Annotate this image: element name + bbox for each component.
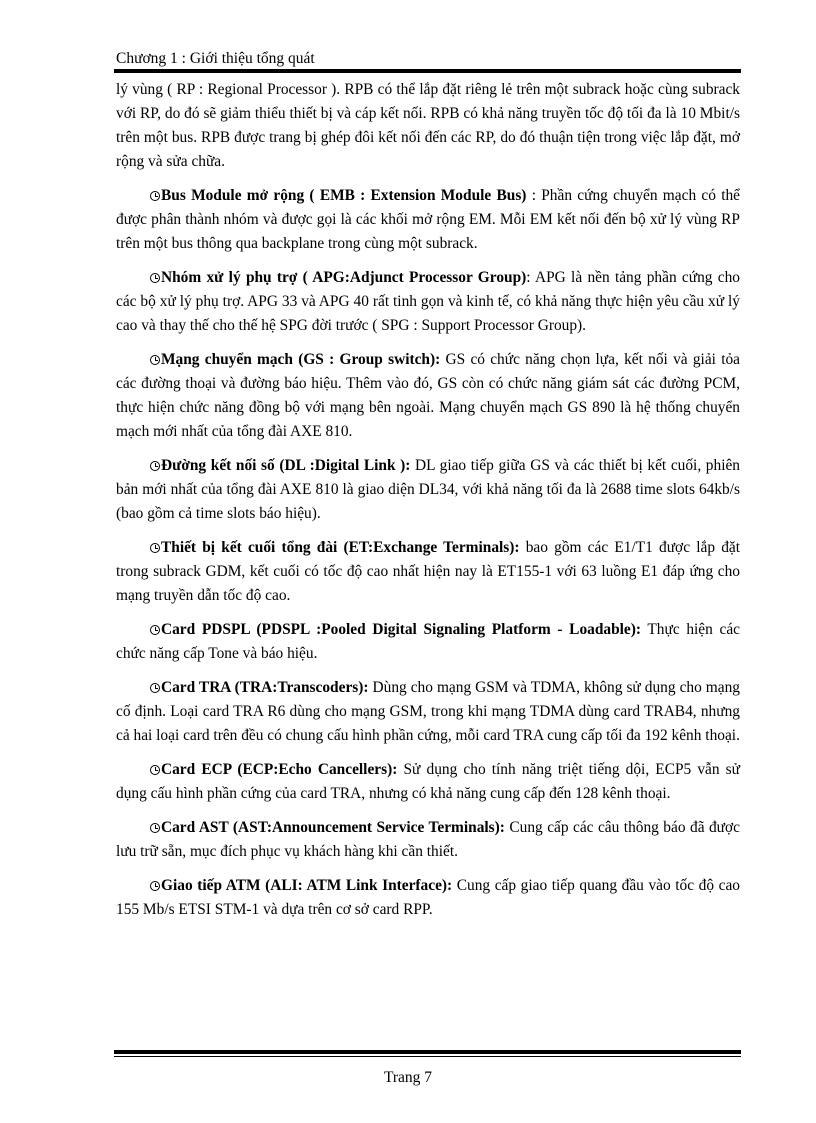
- section-paragraph: [116, 454, 740, 526]
- section-text: Sử dụng cho tính năng triệt tiếng dội, ECP5 vẫn sử dụng cấu hình phần cứng của card TRA, nhưng có khả năng cung cấp đến 128 kênh thoại.: [116, 761, 741, 802]
- section-text: GS có chức năng chọn lựa, kết nối và giải tỏa các đường thoại và đường báo hiệu. Thêm vào đó, GS còn có chức năng giám sát các đường PCM, thực hiện chức năng đồng bộ với mạng bên ngoài. Mạng chuyển mạch GS 890 là hệ thống chuyển mạch mới nhất của tổng đài AXE 810.: [116, 351, 741, 440]
- section-heading: Nhóm xử lý phụ trợ ( APG:Adjunct Processor Group): [161, 269, 527, 286]
- clock-icon: [150, 765, 160, 775]
- section-paragraph: [116, 536, 740, 608]
- section-heading: Mạng chuyển mạch (GS : Group switch):: [161, 351, 441, 368]
- section-heading: Card ECP (ECP:Echo Cancellers):: [161, 761, 398, 778]
- section-text: Dùng cho mạng GSM và TDMA, không sử dụng cho mạng cố định. Loại card TRA R6 dùng cho mạng GSM, trong khi mạng TDMA dùng card TRAB4, nhưng cả hai loại card trên đều có chung cấu hình phần cứng, mỗi card TRA cung cấp tối đa 192 kênh thoại.: [116, 679, 740, 744]
- section-paragraph: [116, 618, 740, 666]
- clock-icon: [150, 625, 160, 635]
- section-text: Cung cấp các câu thông báo đã được lưu trữ sẵn, mục đích phục vụ khách hàng khi cần thiết.: [116, 819, 740, 860]
- footer-divider-thin: [114, 1056, 741, 1057]
- section-heading: Card PDSPL (PDSPL :Pooled Digital Signaling Platform - Loadable):: [161, 621, 642, 638]
- section-heading: Bus Module mở rộng ( EMB : Extension Module Bus): [161, 187, 527, 204]
- page-number: Trang 7: [383, 1069, 433, 1086]
- clock-icon: [150, 543, 160, 553]
- section-heading: Giao tiếp ATM (ALI: ATM Link Interface):: [161, 877, 453, 894]
- continuation-paragraph: lý vùng ( RP : Regional Processor ). RPB có thể lắp đặt riêng lẻ trên một subrack hoặc cùng subrack với RP, do đó sẽ giảm thiểu thiết bị và cáp kết nối. RPB có khả năng truyền tốc độ tối đa là 10 Mbit/s trên một bus. RPB được trang bị ghép đôi kết nối đến các RP, do đó thuận tiện trong việc lắp đặt, mở rộng và sửa chữa.: [116, 81, 740, 170]
- section-heading: Card TRA (TRA:Transcoders):: [161, 679, 369, 696]
- section-text: bao gồm các E1/T1 được lắp đặt trong subrack GDM, kết cuối có tốc độ cao nhất hiện nay là ET155-1 với 63 luồng E1 đáp ứng cho mạng truyền dẫn tốc độ cao.: [116, 539, 740, 604]
- clock-icon: [150, 191, 160, 201]
- clock-icon: [150, 823, 160, 833]
- section-paragraph: [116, 676, 740, 748]
- clock-icon: [150, 881, 160, 891]
- section-text: Thực hiện các chức năng cấp Tone và báo hiệu.: [116, 621, 740, 662]
- clock-icon: [150, 355, 160, 365]
- section-paragraph: [116, 348, 740, 444]
- section-paragraph: [116, 758, 740, 806]
- section-heading: Card AST (AST:Announcement Service Terminals):: [161, 819, 505, 836]
- section-text: : Phần cứng chuyển mạch có thể được phân thành nhóm và được gọi là các khối mở rộng EM. Mỗi EM kết nối đến bộ xử lý vùng RP trên một bus thông qua backplane trong cùng một subrack.: [116, 187, 740, 252]
- section-heading: Thiết bị kết cuối tổng đài (ET:Exchange Terminals):: [161, 539, 520, 556]
- section-text: DL giao tiếp giữa GS và các thiết bị kết cuối, phiên bản mới nhất của tổng đài AXE 810 là giao diện DL34, với khả năng tối đa là 2688 time slots 64kb/s (bao gồm cả time slots báo hiệu).: [116, 457, 740, 522]
- section-paragraph: [116, 816, 740, 864]
- section-heading: Đường kết nối số (DL :Digital Link ):: [161, 457, 411, 474]
- clock-icon: [150, 461, 160, 471]
- section-text: : APG là nền tảng phần cứng cho các bộ xử lý phụ trợ. APG 33 và APG 40 rất tinh gọn và kinh tế, có khả năng thực hiện yêu cầu xử lý cao và thay thế cho thế hệ SPG đời trước ( SPG : Support Processor Group).: [116, 269, 740, 334]
- section-paragraph: [116, 874, 740, 922]
- page-header-title: Chương 1 : Giới thiệu tổng quát: [116, 50, 315, 67]
- header-divider: [114, 69, 741, 73]
- section-paragraph: [116, 266, 740, 338]
- footer-divider-thick: [114, 1050, 741, 1054]
- section-paragraph: [116, 184, 740, 256]
- clock-icon: [150, 273, 160, 283]
- clock-icon: [150, 683, 160, 693]
- document-body: [116, 78, 740, 932]
- section-text: Cung cấp giao tiếp quang đầu vào tốc độ cao 155 Mb/s ETSI STM-1 và dựa trên cơ sở card RPP.: [116, 877, 740, 918]
